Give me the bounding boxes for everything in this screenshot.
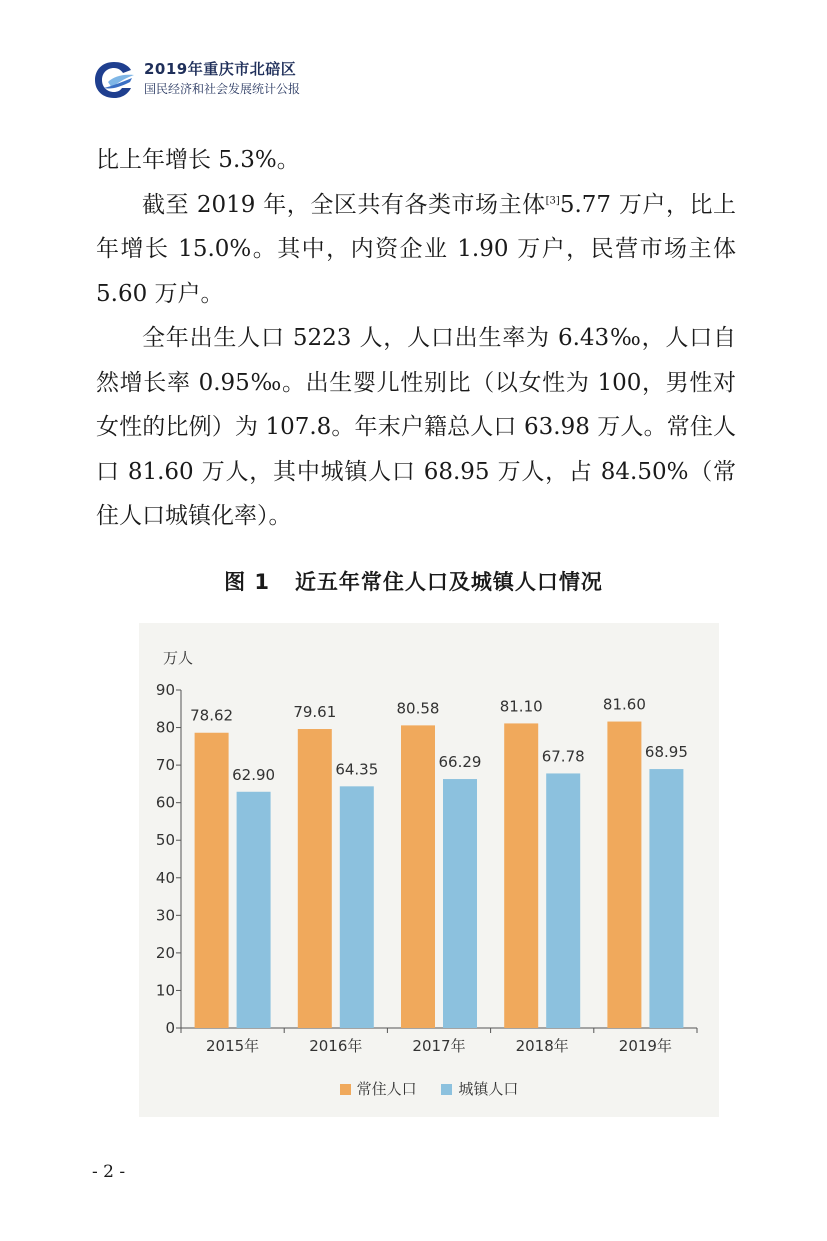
data-label-resident: 79.61 [293,703,337,722]
legend-item-resident [340,1078,417,1099]
y-tick-label: 80 [155,718,175,737]
data-label-resident: 81.10 [499,697,543,716]
y-tick-label: 20 [155,943,175,962]
bar-urban [546,773,580,1028]
x-tick-label: 2018年 [515,1037,569,1055]
paragraph-3: 全年出生人口 5223 人，人口出生率为 6.43‰，人口自然增长率 0.95‰。出生婴儿性别比（以女性为 100，男性对女性的比例）为 107.8。年末户籍总人口 63.98 万人。常住人口 81.60 万人，其中城镇人口 68.95 万人，占 84.50%（常住人口城镇化率）。 [96,325,736,529]
data-label-urban: 64.35 [335,760,379,779]
data-label-resident: 80.58 [396,699,440,718]
data-label-resident: 78.62 [190,706,234,725]
bar-urban [443,779,477,1028]
x-tick-label: 2019年 [618,1037,672,1055]
bar-urban [340,786,374,1028]
bar-resident [504,723,538,1028]
legend-swatch-urban [441,1084,452,1095]
y-tick-label: 30 [155,906,175,925]
figure-label: 图 1 [224,570,270,594]
data-label-resident: 81.60 [602,695,646,714]
bar-urban [649,769,683,1028]
y-tick-label: 50 [155,831,175,850]
y-tick-label: 0 [165,1019,175,1037]
x-tick-label: 2015年 [206,1037,260,1055]
x-tick-label: 2016年 [309,1037,363,1055]
y-tick-label: 40 [155,868,175,887]
y-tick-label: 60 [155,793,175,812]
x-tick-label: 2017年 [412,1037,466,1055]
legend-swatch-resident [340,1084,351,1095]
header-subtitle: 国民经济和社会发展统计公报 [144,82,301,96]
figure-title [0,566,827,596]
y-tick-label: 10 [155,981,175,1000]
data-label-urban: 68.95 [644,743,688,762]
district-logo-icon [92,58,136,102]
bar-resident [298,729,332,1028]
legend-item-urban [441,1078,518,1099]
data-label-urban: 66.29 [438,753,482,772]
population-bar-chart [139,623,719,1117]
report-body [96,138,736,539]
bar-urban [237,792,271,1028]
data-label-urban: 62.90 [232,765,276,784]
header-title: 2019年重庆市北碚区 [144,60,297,78]
bar-resident [401,725,435,1028]
paragraph-1: 比上年增长 5.3%。 [96,147,300,173]
figure-caption: 近五年常住人口及城镇人口情况 [294,570,603,594]
bar-resident [607,722,641,1028]
legend-label-resident: 常住人口 [356,1080,417,1098]
page-number: - 2 - [92,1162,126,1182]
chart-legend [139,1078,719,1099]
y-axis-unit-label: 万人 [163,649,194,667]
population-chart [139,623,719,1117]
y-tick-label: 70 [155,756,175,775]
paragraph-2-text-b: 5.77 万户，比上年增长 15.0%。其中，内资企业 1.90 万户，民营市场主体 5.60 万户。 [96,191,737,307]
legend-label-urban: 城镇人口 [458,1080,519,1098]
y-tick-label: 90 [155,681,175,699]
footnote-ref[interactable]: [3] [545,194,560,206]
paragraph-2 [96,183,736,317]
bar-resident [195,733,229,1028]
data-label-urban: 67.78 [541,747,585,766]
paragraph-2-text-a: 截至 2019 年，全区共有各类市场主体 [142,191,546,218]
